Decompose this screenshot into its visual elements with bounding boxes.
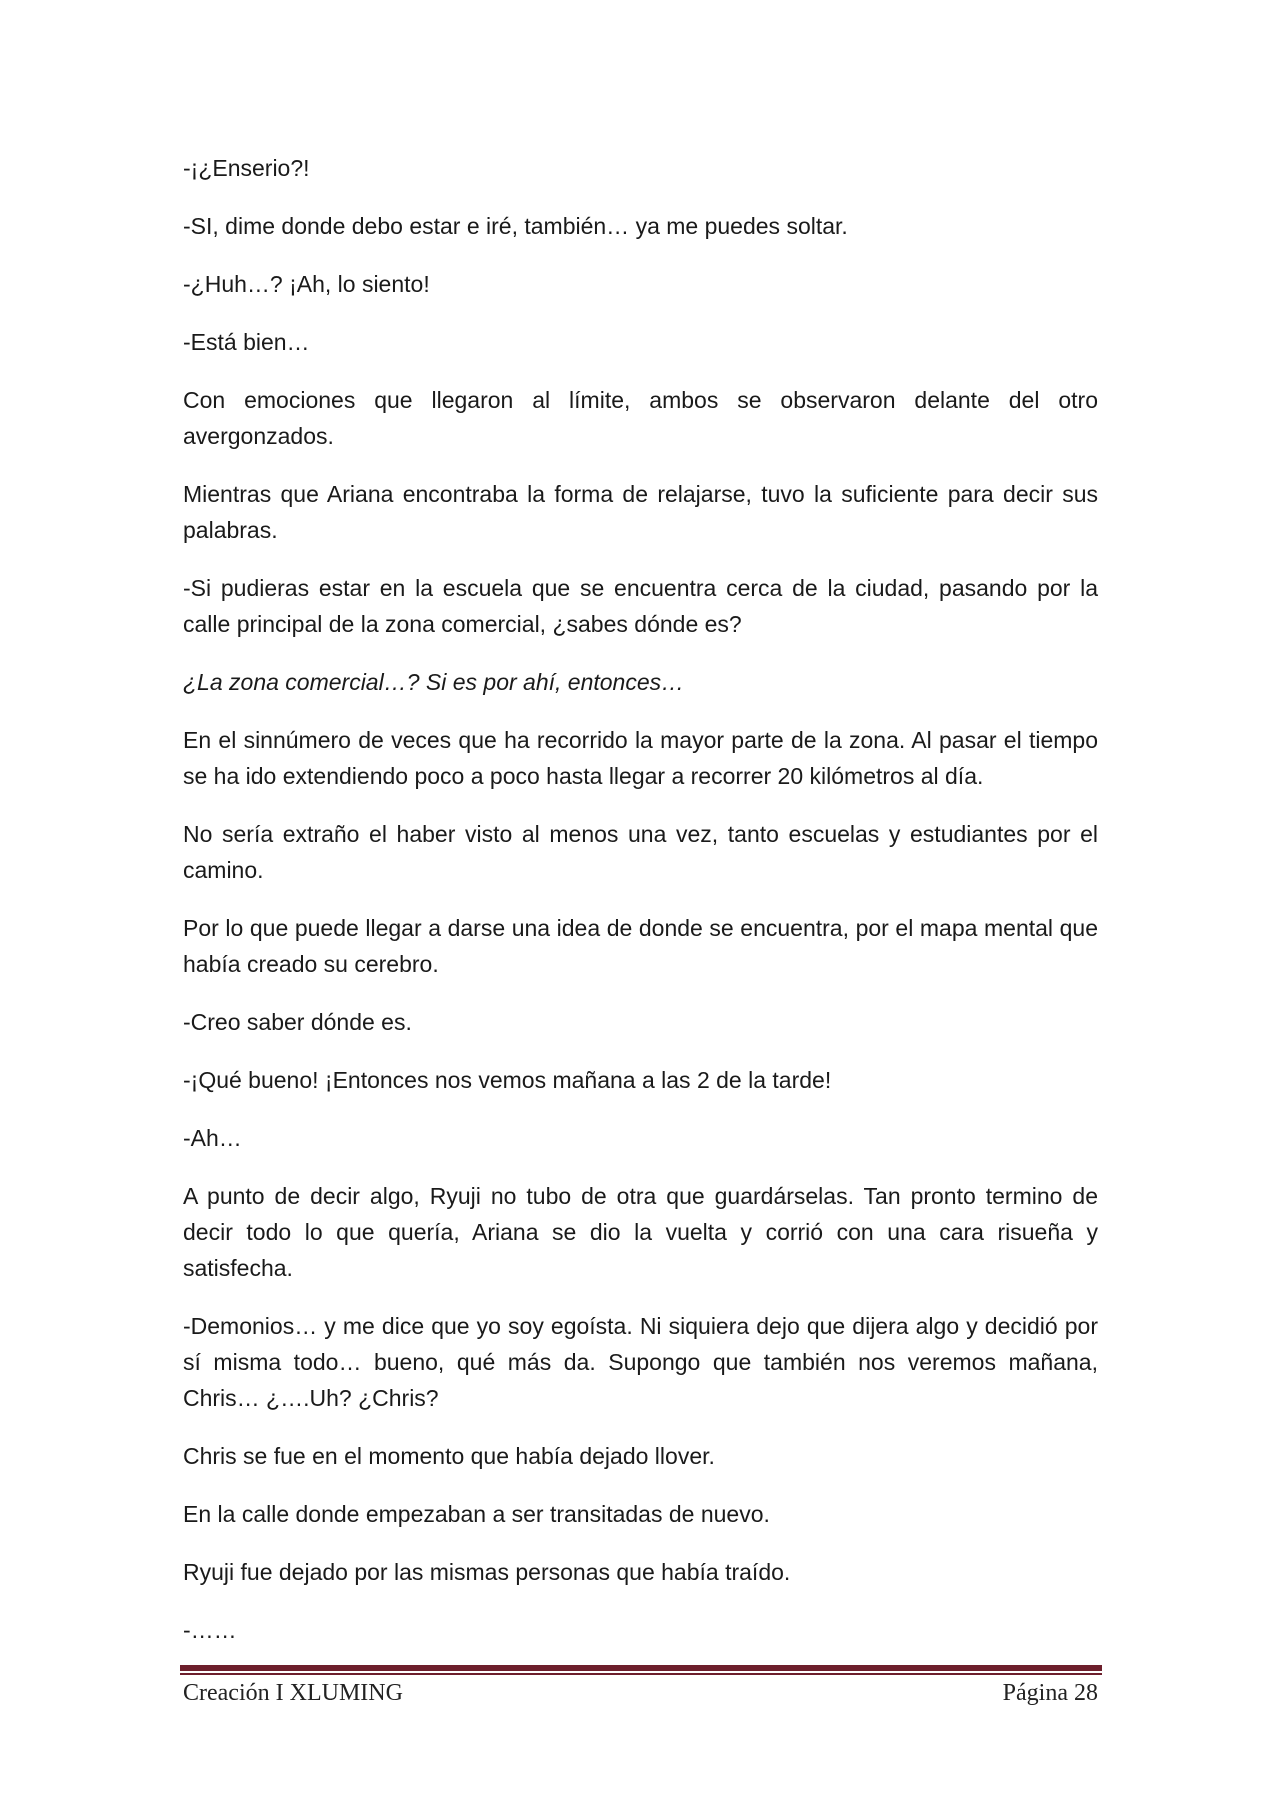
- paragraph: -SI, dime donde debo estar e iré, también… ya me puedes soltar.: [183, 213, 848, 239]
- paragraph: Ryuji fue dejado por las mismas personas que había traído.: [183, 1559, 791, 1585]
- page-number: Página 28: [1002, 1680, 1098, 1706]
- paragraph: A punto de decir algo, Ryuji no tubo de otra que guardárselas. Tan pronto termino de decir todo lo que quería, Ariana se dio la vuelta y corrió con una cara risueña y satisfecha.: [183, 1183, 1098, 1281]
- paragraph: -Está bien…: [183, 329, 310, 355]
- footer-rule-thin: [180, 1673, 1102, 1675]
- footer-rule: [180, 1665, 1102, 1675]
- paragraph: En el sinnúmero de veces que ha recorrido la mayor parte de la zona. Al pasar el tiempo se ha ido extendiendo poco a poco hasta llegar a recorrer 20 kilómetros al día.: [183, 727, 1098, 789]
- paragraph: -……: [183, 1617, 237, 1643]
- footer-credit: Creación I XLUMING: [183, 1680, 403, 1706]
- page-footer: [183, 1680, 1098, 1707]
- paragraph-italic-thought: ¿La zona comercial…? Si es por ahí, entonces…: [183, 669, 685, 695]
- paragraph: Chris se fue en el momento que había dejado llover.: [183, 1443, 715, 1469]
- paragraph: Con emociones que llegaron al límite, ambos se observaron delante del otro avergonzados.: [183, 387, 1098, 449]
- paragraph: En la calle donde empezaban a ser transitadas de nuevo.: [183, 1501, 770, 1527]
- paragraph: -¡¿Enserio?!: [183, 155, 310, 181]
- paragraph: Mientras que Ariana encontraba la forma de relajarse, tuvo la suficiente para decir sus palabras.: [183, 481, 1098, 543]
- paragraph: -Si pudieras estar en la escuela que se encuentra cerca de la ciudad, pasando por la calle principal de la zona comercial, ¿sabes dónde es?: [183, 575, 1098, 637]
- paragraph: No sería extraño el haber visto al menos una vez, tanto escuelas y estudiantes por el camino.: [183, 821, 1098, 883]
- paragraph: -Demonios… y me dice que yo soy egoísta. Ni siquiera dejo que dijera algo y decidió por sí misma todo… bueno, qué más da. Supongo que también nos veremos mañana, Chris… ¿….Uh? ¿Chris?: [183, 1313, 1098, 1411]
- paragraph: -¿Huh…? ¡Ah, lo siento!: [183, 271, 430, 297]
- paragraph: -Ah…: [183, 1125, 242, 1151]
- paragraph: -Creo saber dónde es.: [183, 1009, 412, 1035]
- body-text: [183, 150, 1098, 1670]
- paragraph: -¡Qué bueno! ¡Entonces nos vemos mañana a las 2 de la tarde!: [183, 1067, 832, 1093]
- paragraph: Por lo que puede llegar a darse una idea de donde se encuentra, por el mapa mental que había creado su cerebro.: [183, 915, 1098, 977]
